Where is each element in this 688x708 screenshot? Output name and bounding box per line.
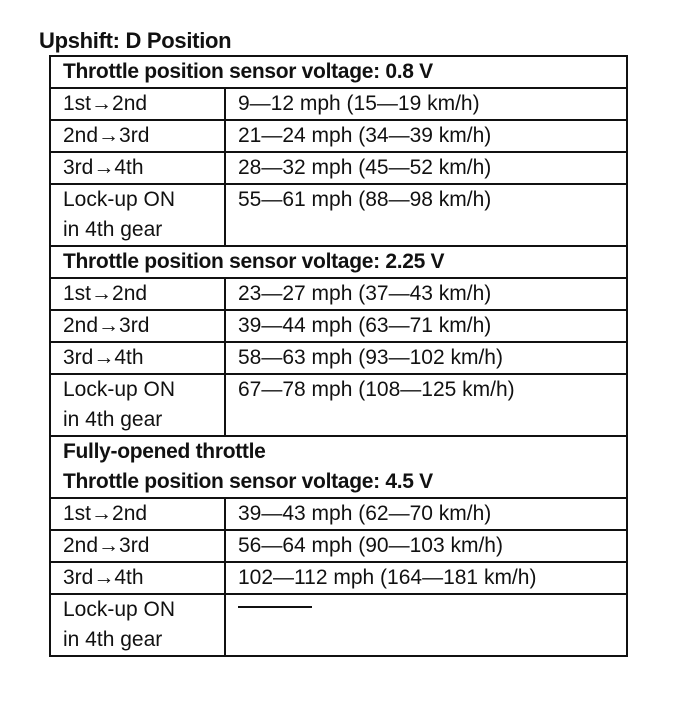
speed-range: 39—44 mph (63—71 km/h) xyxy=(238,314,492,337)
speed-cell xyxy=(225,88,627,120)
shift-label: in 4th gear xyxy=(63,218,163,241)
speed-range: 67—78 mph (108—125 km/h) xyxy=(238,378,515,401)
shift-label: 3rd→4th xyxy=(63,156,144,179)
shift-cell xyxy=(50,184,225,246)
section-heading-line: Throttle position sensor voltage: 2.25 V xyxy=(63,250,445,273)
speed-range: 39—43 mph (62—70 km/h) xyxy=(238,502,492,525)
section-heading-line: Throttle position sensor voltage: 4.5 V xyxy=(63,470,433,493)
speed-range: 28—32 mph (45—52 km/h) xyxy=(238,156,492,179)
shift-cell xyxy=(50,342,225,374)
table-row xyxy=(50,310,627,342)
section-header-row xyxy=(50,436,627,498)
table-row xyxy=(50,562,627,594)
shift-label: Lock-up ON xyxy=(63,188,176,211)
table-row xyxy=(50,342,627,374)
table-row xyxy=(50,374,627,436)
speed-cell xyxy=(225,498,627,530)
speed-range: 23—27 mph (37—43 km/h) xyxy=(238,282,492,305)
shift-cell xyxy=(50,562,225,594)
speed-cell xyxy=(225,594,627,656)
table-row xyxy=(50,498,627,530)
speed-range: 56—64 mph (90—103 km/h) xyxy=(238,534,503,557)
speed-cell xyxy=(225,120,627,152)
upshift-table-body xyxy=(50,56,627,656)
shift-cell xyxy=(50,594,225,656)
shift-label: 1st→2nd xyxy=(63,92,148,115)
shift-label: Lock-up ON xyxy=(63,598,176,621)
table-row xyxy=(50,120,627,152)
shift-label: 2nd→3rd xyxy=(63,534,150,557)
speed-cell xyxy=(225,310,627,342)
speed-cell xyxy=(225,530,627,562)
speed-cell xyxy=(225,152,627,184)
shift-label: 1st→2nd xyxy=(63,502,148,525)
shift-cell xyxy=(50,88,225,120)
section-header-row xyxy=(50,56,627,88)
speed-cell xyxy=(225,184,627,246)
shift-label: 3rd→4th xyxy=(63,346,144,369)
section-heading-line: Fully-opened throttle xyxy=(63,440,266,463)
speed-range: 21—24 mph (34—39 km/h) xyxy=(238,124,492,147)
shift-label: 1st→2nd xyxy=(63,282,148,305)
table-row xyxy=(50,88,627,120)
speed-range: 55—61 mph (88—98 km/h) xyxy=(238,188,492,211)
shift-cell xyxy=(50,278,225,310)
section-heading xyxy=(50,56,627,88)
shift-label: 3rd→4th xyxy=(63,566,144,589)
speed-cell xyxy=(225,278,627,310)
shift-cell xyxy=(50,152,225,184)
table-row xyxy=(50,530,627,562)
shift-cell xyxy=(50,498,225,530)
not-applicable-dash xyxy=(238,606,312,608)
speed-cell xyxy=(225,374,627,436)
speed-cell xyxy=(225,562,627,594)
speed-cell xyxy=(225,342,627,374)
section-header-row xyxy=(50,246,627,278)
shift-cell xyxy=(50,374,225,436)
table-row xyxy=(50,278,627,310)
table-row xyxy=(50,594,627,656)
shift-cell xyxy=(50,120,225,152)
shift-label: 2nd→3rd xyxy=(63,124,150,147)
shift-cell xyxy=(50,310,225,342)
table-row xyxy=(50,184,627,246)
section-heading-line: Throttle position sensor voltage: 0.8 V xyxy=(63,60,433,83)
speed-range: 102—112 mph (164—181 km/h) xyxy=(238,566,537,589)
upshift-table xyxy=(49,55,628,657)
shift-label: in 4th gear xyxy=(63,628,163,651)
shift-label: Lock-up ON xyxy=(63,378,176,401)
table-row xyxy=(50,152,627,184)
speed-range: 58—63 mph (93—102 km/h) xyxy=(238,346,503,369)
section-heading xyxy=(50,436,627,498)
shift-label: in 4th gear xyxy=(63,408,163,431)
shift-cell xyxy=(50,530,225,562)
table-title: Upshift: D Position xyxy=(39,28,232,53)
section-heading xyxy=(50,246,627,278)
speed-range: 9—12 mph (15—19 km/h) xyxy=(238,92,480,115)
shift-label: 2nd→3rd xyxy=(63,314,150,337)
